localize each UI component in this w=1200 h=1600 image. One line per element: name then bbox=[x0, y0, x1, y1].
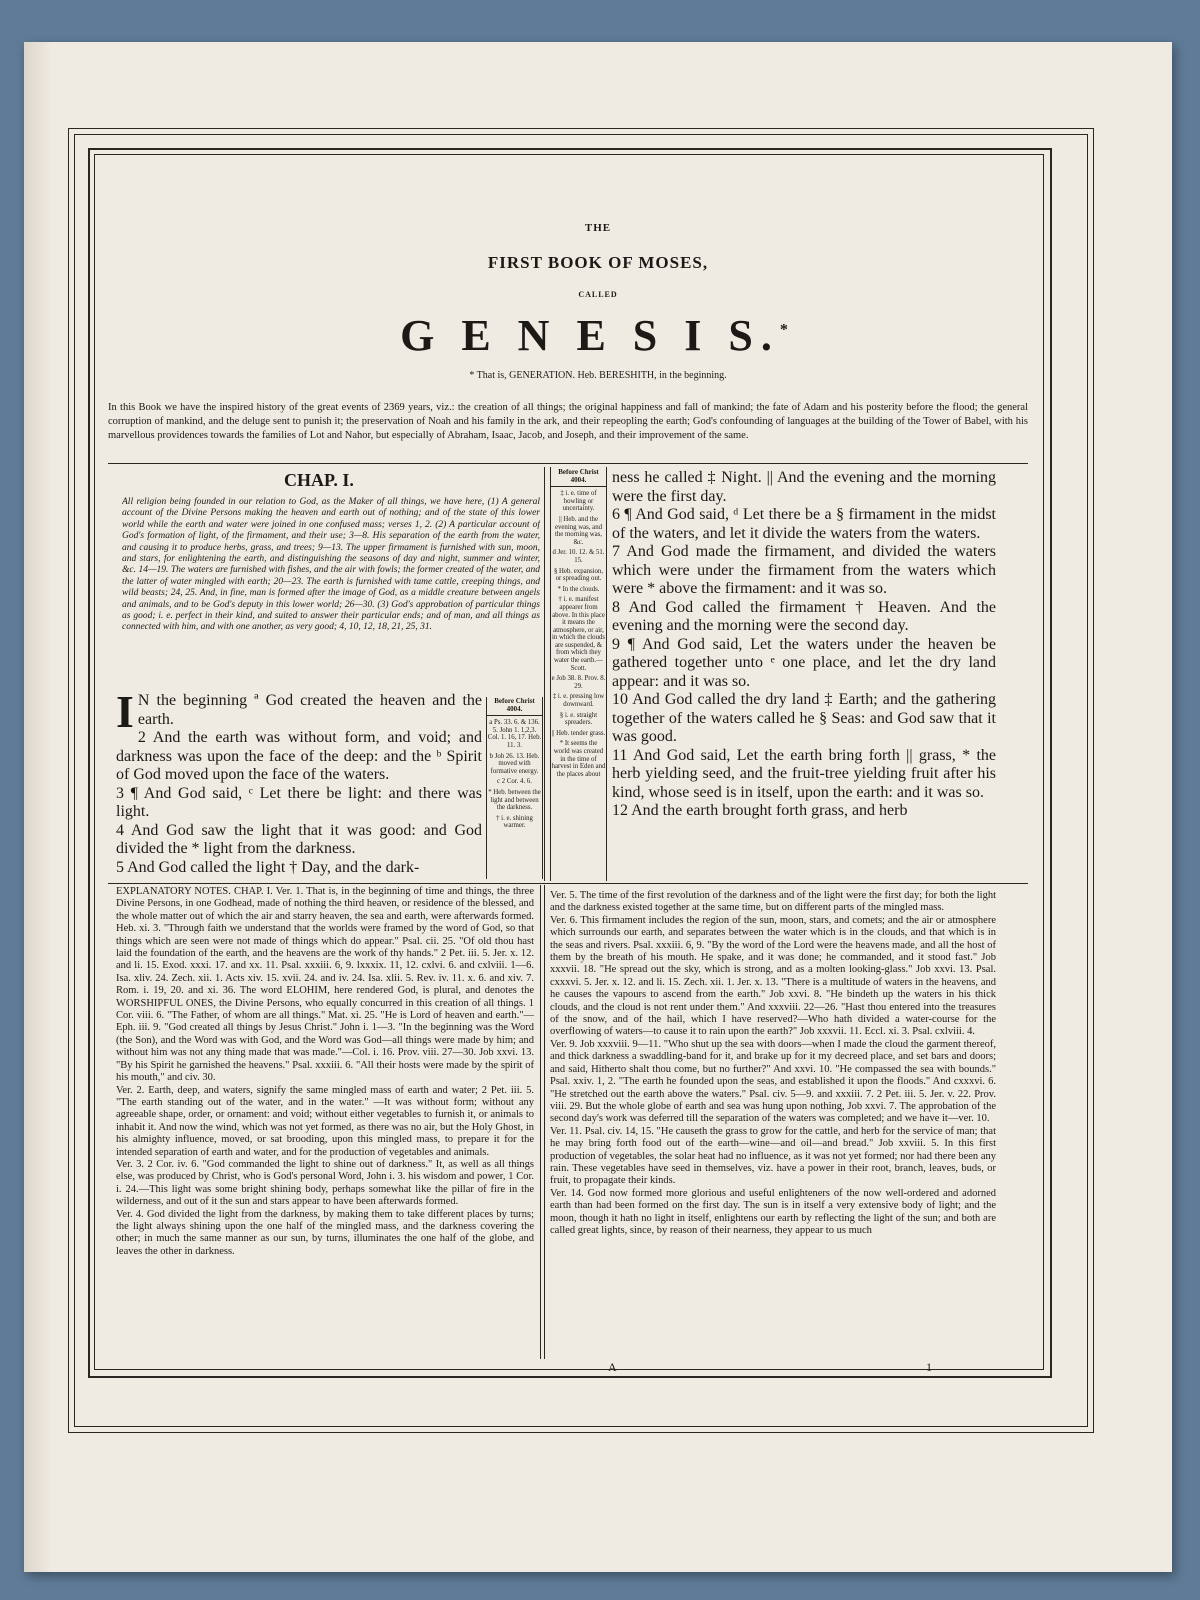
margin-note: b Job 26. 13. Heb. moved with formative energy. bbox=[489, 752, 540, 775]
verse-10: 10 And God called the dry land ‡ Earth; and the gathering together of the waters called he § Seas: and God saw that it was good. bbox=[612, 691, 996, 745]
verses-left bbox=[116, 692, 482, 882]
page-number: 1 bbox=[926, 1360, 932, 1374]
margin-rule-right-b bbox=[606, 467, 607, 881]
margin-note: * In the clouds. bbox=[557, 585, 600, 593]
note-paragraph: Ver. 2. Earth, deep, and waters, signify the same mingled mass of earth and water; 2 Pet. iii. 5. "The earth standing out of the water, and in the water." —It was without form; without any agreeable shape, order, or ornament: and void; without either vegetables to furnish it, or animals to inhabit it. And now the wind, which was not yet formed, as there was no air, but the Holy Ghost, in his almighty influence, moved, or sat brooding, upon this mingled mass, to prepare it for the intended separation of earth and water, and for the production of vegetables and animals. bbox=[116, 1084, 534, 1158]
note-paragraph: Ver. 11. Psal. civ. 14, 15. "He causeth the grass to grow for the cattle, and herb for the service of man; that he may bring forth food out of the earth—wine—and oil—and bread." Job xxviii. 5. In this first production of vegetables, the solar heat had no influence, as it was not yet formed; nor had there been any rain. These vegetables have seed in themselves, viz. have a power in their root, branch, leaves, buds, or fruit, to propagate their kinds. bbox=[550, 1125, 996, 1187]
rule-under-intro bbox=[108, 463, 1028, 464]
note-paragraph: EXPLANATORY NOTES. CHAP. I. Ver. 1. That is, in the beginning of time and things, the three Divine Persons, in one Godhead, made of nothing the third heaven, or residence of the blessed, and the whole matter out of which the air and starry heaven, the sea and earth, were afterwards formed. Heb. xi. 3. "Through faith we understand that the worlds were framed by the word of God, so that things which are seen were not made of things which do appear." Psal. cii. 25. "Of old thou hast laid the foundation of the earth, and the heavens are the work of thy hands." 2 Pet. iii. 5. Jer. x. 12. and li. 15. Exod. xxxi. 17. and xx. 11. Psal. xxxiii. 6, 9. lxxxix. 11, 12. cxlvi. 6. and cxlviii. 1—6. Isa. xliv. 24. Zech. xii. 1. Acts xiv. 15. xvii. 24. and iv. 24. Isa. xlii. 5. Rev. iv. 11. x. 6. and xiv. 7. Rom. i. 19, 20. and xi. 36. The word ELOHIM, here rendered God, is plural, and denotes the WORSHIPFUL ONES, the Divine Persons, who equally concurred in this creation of all things. 1 Cor. viii. 6. "The Father, of whom are all things." Mat. xi. 25. "He is Lord of heaven and earth."—Eph. iii. 9. "God created all things by Jesus Christ." John i. 1—3. "In the beginning was the Word (the Son), and the Word was with God, and the Word was God—all things were made by him; and without him was not any thing made that was made."—Col. i. 16. Prov. viii. 27—30. Job xxvi. 13. "By his Spirit he garnished the heavens." Psal. xxxiii. 6. "All their hosts were made by the spirit of his mouth," and civ. 30. bbox=[116, 886, 534, 1084]
margin-note: § Heb. expansion, or spreading out. bbox=[553, 567, 604, 583]
margin-notes-left bbox=[487, 698, 542, 880]
margin-note: ‡ i. e. pressing low downward. bbox=[552, 693, 605, 709]
verse-12: 12 And the earth brought forth grass, and herb bbox=[612, 802, 908, 819]
margin-note: * It seems the world was created in the time of harvest in Eden and the places about bbox=[551, 740, 606, 778]
margin-note: || Heb. and the evening was, and the morning was, &c. bbox=[554, 515, 602, 546]
verse-2: 2 And the earth was without form, and void; and darkness was upon the face of the deep: and the ᵇ Spirit of God moved upon the face of the waters. bbox=[116, 729, 482, 783]
margin-note: † i. e. shining warmer. bbox=[496, 814, 533, 830]
chapter-summary: All religion being founded in our relation to God, as the Maker of all things, we have here, (1) A general account of the Divine Persons making the heaven and earth out of nothing; and of the state of this lower world while the earth and water were joined in one confused mass; verses 1, 2. (2) A particular account of God's formation of light, of the firmament, and their use; 3—8. His separation of the earth from the water, and causing it to produce herbs, grass, and trees; 9—13. The upper firmament is furnished with sun, moon, and stars, for enlightening the earth, and distinguishing the seasons of day and night, summer and winter, &c. 14—19. The waters are furnished with fishes, and the air with fowls; the former created of the water, and the latter of water mingled with earth; 20—23. The earth is furnished with tame cattle, creeping things, and wild beasts; 24, 25. And, in fine, man is formed after the image of God, as a middle creature between angels and animals, and to be God's deputy in this lower world; 26—30. (3) God's approbation of particular things as good; i. e. perfect in their kind, and suited to answer their particular ends; and of man, and all things as connected with him, and with one another, as very good; 4, 10, 12, 18, 21, 25, 31. bbox=[122, 497, 540, 633]
verse-5: 5 And God called the light † Day, and the dark- bbox=[116, 858, 420, 876]
verse-8: 8 And God called the firmament † Heaven. And the evening and the morning were the second day. bbox=[612, 598, 996, 634]
margin-notes-right bbox=[551, 469, 606, 881]
margin-rule-left-b bbox=[542, 697, 543, 879]
header-called: CALLED bbox=[578, 290, 618, 299]
book-page bbox=[24, 42, 1172, 1572]
book-title bbox=[24, 310, 1172, 361]
header-the: THE bbox=[584, 222, 612, 234]
verses-right bbox=[612, 469, 996, 881]
chapter-heading: CHAP. I. bbox=[284, 470, 354, 490]
margin-note: d Jer. 10. 12. & 51. 15. bbox=[552, 549, 605, 564]
notes-column-rule-b bbox=[544, 885, 545, 1359]
explanatory-notes-left bbox=[116, 886, 534, 1356]
margin-rule-right-a bbox=[544, 467, 545, 881]
note-paragraph: Ver. 4. God divided the light from the darkness, by making them to take different places by turns; the light always shining upon the one half of the mingled mass, and the darkness covering the other; in much the same manner as our sun, by turns, illuminates the one half of the globe, and leaves the other in darkness. bbox=[116, 1208, 534, 1257]
verse-7: 7 And God made the firmament, and divided the waters which were under the firmament from the waters which were * above the firmament: and it was so. bbox=[612, 543, 996, 597]
note-paragraph: Ver. 6. This firmament includes the region of the sun, moon, stars, and comets; and the air or atmosphere which surrounds our earth, and separates between the water which is in the clouds, and that which is in the seas and rivers. Psal. xxxiii. 6, 9. "By the word of the Lord were the heavens made, and all the host of them by the breath of his mouth. He spake, and it was done; he commanded, and it stood fast." Job xxxvii. 18. "He spread out the sky, which is strong, and as a molten looking-glass." Job xxvi. 13. Psal. cxxxvi. 5. Jer. x. 12. and li. 15. Zech. xii. 1. Jer. x. 13. "There is a multitude of waters in the heavens, and he causes the vapours to ascend from the earth." Job xxvi. 8. "He bindeth up the waters in his thick clouds, and the cloud is not rent under them." And xxxviii. 22—26. "Hast thou entered into the treasures of the snow, and of the hail, which I have reserved?—Who hath divided a water-course for the overflowing of waters—to cause it to rain upon the earth?" Job xxxvii. 11. Eccl. xi. 3. Psal. cxlviii. 4. bbox=[550, 914, 996, 1038]
verse-1-text: N the beginning ª God created the heaven and the earth. bbox=[137, 692, 482, 728]
verse-11: 11 And God said, Let the earth bring forth || grass, * the herb yielding seed, and the fruit-tree yielding fruit after his kind, whose seed is in itself, upon the earth: and it was so. bbox=[612, 746, 996, 801]
margin-note: c 2 Cor. 4. 6. bbox=[497, 778, 532, 786]
verse-6: 6 ¶ And God said, ᵈ Let there be a § firmament in the midst of the waters, and let it divide the waters from the waters. bbox=[612, 506, 996, 542]
margin-date-left: Before Christ 4004. bbox=[487, 698, 542, 716]
header-book-title: FIRST BOOK OF MOSES, bbox=[487, 253, 709, 272]
signature-mark: A bbox=[608, 1360, 617, 1374]
rule-above-notes bbox=[108, 883, 1028, 884]
note-paragraph: Ver. 9. Job xxxviii. 9—11. "Who shut up the sea with doors—when I made the cloud the garment thereof, and thick darkness a swaddling-band for it, and brake up for it my decreed place, and set bars and doors; and said, Hitherto shalt thou come, but no further?" And xxvi. 10. "He compassed the sea with bounds." Psal. xxiv. 1, 2. "The earth he founded upon the seas, and established it upon the floods." And cxxxvi. 6. "He stretched out the earth above the waters." Psal. civ. 5—9. and xxxiii. 7. 2 Pet. iii. 5. Jer. v. 22. Prov. viii. 29. But the whole globe of earth and sea was hung upon nothing, Job xxvi. 7. The approbation of the second day's work was deferred till the separation of the waters was completed; and we have it—ver. 10. bbox=[550, 1038, 996, 1125]
book-title-mark: * bbox=[779, 321, 796, 339]
book-introduction: In this Book we have the inspired history of the great events of 2369 years, viz.: the creation of all things; the original happiness and fall of mankind; the fate of Adam and his posterity before the flood; the general corruption of mankind, and the deluge sent to punish it; the preservation of Noah and his family in the ark, and their repeopling the earth; God's confounding of languages at the building of the Tower of Babel, with his marvellous providences towards the families of Lot and Nahor, but especially of Abraham, Isaac, Jacob, and Joseph, and their improvement of the same. bbox=[108, 402, 1028, 441]
verse-3: 3 ¶ And God said, ᶜ Let there be light: and there was light. bbox=[116, 784, 482, 820]
note-paragraph: Ver. 14. God now formed more glorious and useful enlighteners of the now well-ordered and adorned earth than had been formed on the first day. The sun is in itself a very extensive body of light; and the moon, though it hath no light in itself, enlightens our earth by reflecting the light of the sun; and both are called great lights, since, by reason of their nearness, they appear to us much bbox=[550, 1187, 996, 1236]
verse-4: 4 And God saw the light that it was good: and God divided the * light from the darkness. bbox=[116, 821, 482, 857]
verse-1 bbox=[116, 692, 482, 737]
notes-column-rule-a bbox=[540, 885, 541, 1359]
margin-note: § i. e. straight spreaders. bbox=[559, 711, 598, 727]
drop-cap: I bbox=[116, 692, 134, 737]
verse-5-cont: ness he called ‡ Night. || And the evening and the morning were the first day. bbox=[612, 469, 996, 505]
verse-9: 9 ¶ And God said, Let the waters under the heaven be gathered together unto ᵉ one place, and let the dry land appear: and it was so. bbox=[612, 635, 996, 690]
explanatory-notes-right bbox=[550, 890, 996, 1360]
book-title-text: G E N E S I S. bbox=[400, 311, 780, 360]
margin-note: * Heb. between the light and between the darkness. bbox=[488, 788, 541, 812]
note-paragraph: Ver. 5. The time of the first revolution of the darkness and of the light were the first day; for both the light and the darkness existed together at the same time, but on different parts of the mingled mass. bbox=[550, 890, 996, 914]
margin-note: a Ps. 33. 6. & 136. 5. John 1. 1,2,3. Col. 1. 16, 17. Heb. 11. 3. bbox=[487, 719, 542, 749]
note-paragraph: Ver. 3. 2 Cor. iv. 6. "God commanded the light to shine out of darkness." It, as well as all things else, was produced by Christ, who is God's personal Word, John i. 3. his wisdom and power, 1 Cor. i. 24.—This light was some bright shining body, perhaps somewhat like the pillar of fire in the wilderness, and out of it the sun and stars appear to have been afterwards formed. bbox=[116, 1158, 534, 1208]
margin-note: † i. e. manifest appearer from above. In this place it means the atmosphere, or air, in which the clouds are suspended, & from which they water the earth.—Scott. bbox=[551, 596, 606, 672]
margin-note: || Heb. tender grass. bbox=[551, 729, 606, 737]
margin-date-right: Before Christ 4004. bbox=[551, 469, 606, 487]
title-footnote: * That is, GENERATION. Heb. BERESHITH, in the beginning. bbox=[469, 370, 727, 381]
margin-note: ‡ i. e. time of howling or uncertainty. bbox=[560, 490, 597, 513]
margin-note: e Job 38. 8. Prov. 8. 29. bbox=[551, 675, 606, 690]
